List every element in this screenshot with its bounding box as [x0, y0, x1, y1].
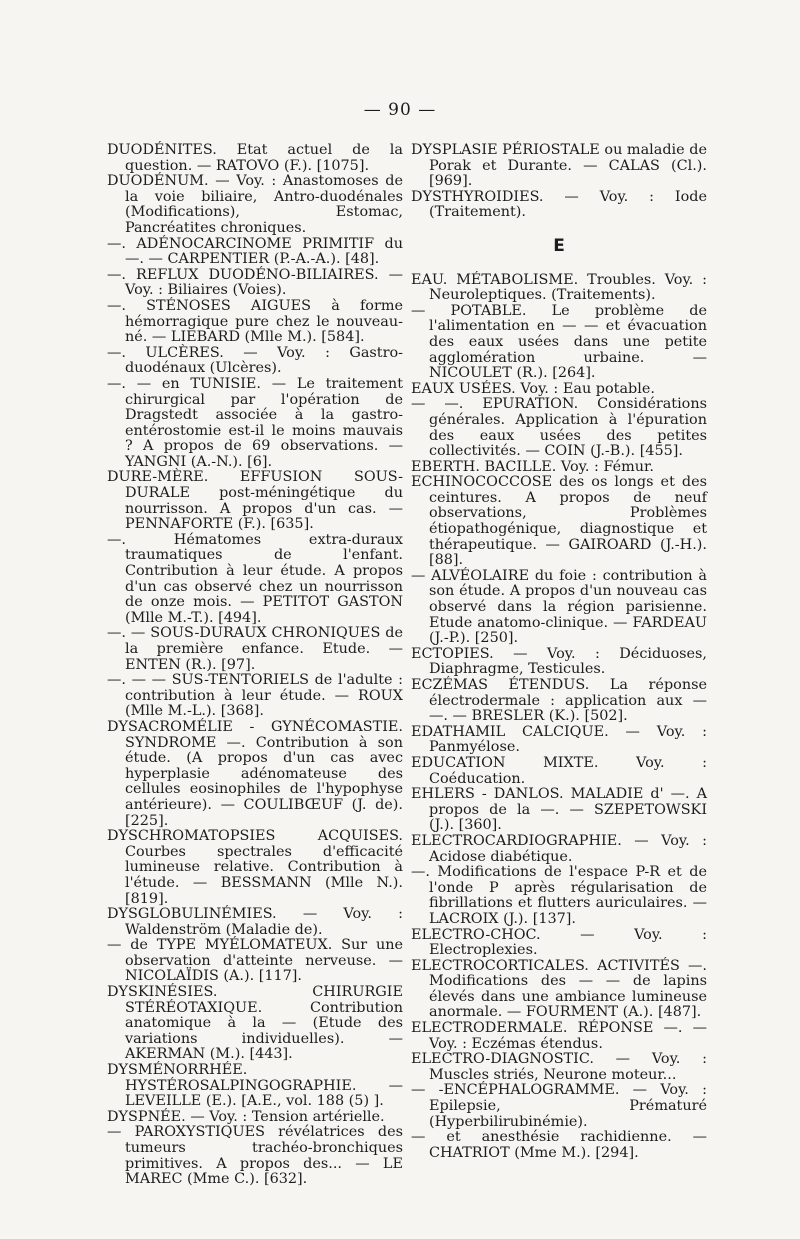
index-entry: DURE-MÈRE. EFFUSION SOUS-DURALE post-méningétique du nourrisson. A propos d'un cas. — PENNAFORTE (F.). [635].: [107, 469, 403, 533]
index-entry: DYSGLOBULINÉMIES. — Voy. : Waldenström (Maladie de).: [107, 906, 403, 938]
index-entry: ELECTROCORTICALES. ACTIVITÉS —. Modifications des — — de lapins élevés dans une ambiance lumineuse anormale. — FOURMENT (A.). [487].: [411, 957, 707, 1021]
index-column-left: [107, 143, 403, 1188]
index-entry: —. STÉNOSES AIGUES à forme hémorragique pure chez le nouveau-né. — LIEBARD (Mlle M.). [584].: [107, 297, 403, 346]
index-entry: — POTABLE. Le problème de l'alimentation en — — et évacuation des eaux usées dans une petite agglomération urbaine. — NICOULET (R.). [264].: [411, 302, 707, 382]
index-entry: DUODÉNUM. — Voy. : Anastomoses de la voie biliaire, Antro-duodénales (Modifications), Estomac, Pancréatites chroniques.: [107, 173, 403, 236]
index-column-right: [411, 143, 707, 1161]
index-entry: ELECTRO-DIAGNOSTIC. — Voy. : Muscles striés, Neurone moteur...: [411, 1051, 707, 1083]
index-entry: —. — SOUS-DURAUX CHRONIQUES de la première enfance. Etude. — ENTEN (R.). [97].: [107, 625, 403, 673]
index-entry: EAU. MÉTABOLISME. Troubles. Voy. : Neuroleptiques. (Traitements).: [411, 271, 707, 304]
index-entry: ELECTRO-CHOC. — Voy. : Electroplexies.: [411, 926, 707, 959]
index-entry: — de TYPE MYÉLOMATEUX. Sur une observation d'atteinte nerveuse. — NICOLAÏDIS (A.). [117].: [107, 937, 403, 985]
index-entry: DYSPLASIE PÉRIOSTALE ou maladie de Porak et Durante. — CALAS (Cl.). [969].: [411, 142, 707, 190]
index-entry: —. ADÉNOCARCINOME PRIMITIF du —. — CARPENTIER (P.-A.-A.). [48].: [107, 235, 403, 268]
index-entry: DYSPNÉE. — Voy. : Tension artérielle.: [107, 1108, 385, 1125]
index-entry: —. Hématomes extra-duraux traumatiques de l'enfant. Contribution à leur étude. A propos d'un cas observé chez un nourrisson de onze mois. — PETITOT GASTON (Mlle M.-T.). [494].: [107, 531, 403, 626]
index-entry: DYSACROMÉLIE - GYNÉCOMASTIE. SYNDROME —. Contribution à son étude. (A propos d'un cas avec hyperplasie adénomateuse des cellules eosinophiles de l'hypophyse antérieure). — COULIBŒUF (J. de). [225].: [107, 718, 403, 829]
index-entry: —. REFLUX DUODÉNO-BILIAIRES. — Voy. : Biliaires (Voies).: [107, 266, 403, 299]
index-entry: EDUCATION MIXTE. Voy. : Coéducation.: [411, 754, 707, 787]
index-entry: ECHINOCOCCOSE des os longs et des ceintures. A propos de neuf observations, Problèmes étiopathogénique, diagnostique et thérapeutique. — GAIROARD (J.-H.). [88].: [411, 474, 707, 569]
index-entry: ELECTRODERMALE. RÉPONSE —. — Voy. : Eczémas étendus.: [411, 1020, 707, 1052]
index-entry: —. Modifications de l'espace P-R et de l'onde P après régularisation de fibrillations et flutters auriculaires. — LACROIX (J.). [137].: [411, 864, 707, 927]
index-entry: ECTOPIES. — Voy. : Déciduoses, Diaphragme, Testicules.: [411, 645, 707, 678]
index-entry: DYSCHROMATOPSIES ACQUISES. Courbes spectrales d'efficacité lumineuse relative. Contribution à l'étude. — BESSMANN (Mlle N.). [819].: [107, 828, 403, 907]
index-entry: — ALVÉOLAIRE du foie : contribution à son étude. A propos d'un nouveau cas observé dans la région parisienne. Etude anatomo-clinique. — FARDEAU (J.-P.). [250].: [411, 567, 707, 647]
index-entry: —. — en TUNISIE. — Le traitement chirurgical par l'opération de Dragstedt associée à la gastro-entérostomie est-il le moins mauvais ? A propos de 69 observations. — YANGNI (A.-N.). [6].: [107, 375, 403, 470]
index-entry: — PAROXYSTIQUES révélatrices des tumeurs trachéo-bronchiques primitives. A propos des... — LE MAREC (Mme C.). [632].: [107, 1124, 403, 1188]
index-entry: DYSMÉNORRHÉE. HYSTÉROSALPINGOGRAPHIE. — LEVEILLE (E.). [A.E., vol. 188 (5) ].: [107, 1062, 403, 1110]
index-entry: — -ENCÉPHALOGRAMME. — Voy. : Epilepsie, Prématuré (Hyperbilirubinémie).: [411, 1082, 707, 1130]
index-entry: EDATHAMIL CALCIQUE. — Voy. : Panmyélose.: [411, 723, 707, 756]
index-entry: —. ULCÈRES. — Voy. : Gastro-duodénaux (Ulcères).: [107, 344, 403, 377]
index-entry: DYSKINÉSIES. CHIRURGIE STÉRÉOTAXIQUE. Contribution anatomique à la — (Etude des variations individuelles). — AKERMAN (M.). [443].: [107, 984, 403, 1063]
index-entry: — —. EPURATION. Considérations générales. Application à l'épuration des eaux usées des petites collectivités. — COIN (J.-B.). [455].: [411, 396, 707, 460]
index-entry: — et anesthésie rachidienne. — CHATRIOT (Mme M.). [294].: [411, 1129, 707, 1161]
index-entry: DUODÉNITES. Etat actuel de la question. — RATOVO (F.). [1075].: [107, 142, 403, 174]
index-entry: EAUX USÉES. Voy. : Eau potable.: [411, 380, 655, 397]
index-entry: ECZÉMAS ÉTENDUS. La réponse électrodermale : application aux — —. — BRESLER (K.). [502].: [411, 677, 707, 725]
index-entry: EHLERS - DANLOS. MALADIE d' —. A propos de la —. — SZEPETOWSKI (J.). [360].: [411, 786, 707, 834]
index-entry: DYSTHYROIDIES. — Voy. : Iode (Traitement).: [411, 188, 707, 221]
section-letter-heading: E: [553, 235, 565, 256]
index-entry: —. — — SUS-TENTORIELS de l'adulte : contribution à leur étude. — ROUX (Mlle M.-L.). [368].: [107, 672, 403, 720]
index-entry: EBERTH. BACILLE. Voy. : Fémur.: [411, 458, 654, 475]
index-entry: ELECTROCARDIOGRAPHIE. — Voy. : Acidose diabétique.: [411, 832, 707, 865]
page-number: — 90 —: [363, 100, 437, 120]
